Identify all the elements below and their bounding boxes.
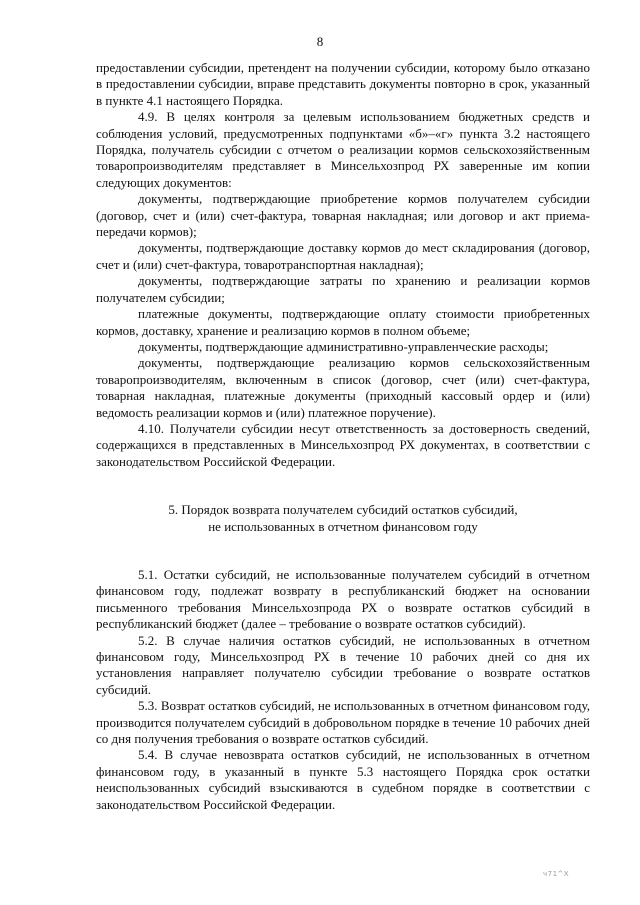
list-item-storage-docs: документы, подтверждающие затраты по хранению и реализации кормов получателем субсидии; [96,273,590,305]
list-item-delivery-docs: документы, подтверждающие доставку кормов до мест складирования (договор, счет и (или) счет-фактура, товаротранспортная накладная); [96,240,590,272]
section-heading [96,502,590,535]
paragraph-4-9: 4.9. В целях контроля за целевым использованием бюджетных средств и соблюдения условий, предусмотренных подпунктами «б»–«г» пункта 3.2 настоящего Порядка, получатель субсидии с отчетом о реализации кормов сельскохозяйственным товаропроизводителям представляет в Минсельхозпрод РХ заверенные им копии следующих документов: [96,109,590,190]
document-body [96,60,590,813]
section-heading-line-1: 5. Порядок возврата получателем субсидий остатков субсидий, [168,502,518,518]
page-number: 8 [316,34,324,49]
paragraph-5-2: 5.2. В случае наличия остатков субсидий, не использованных в отчетном финансовом году, Минсельхозпрод РХ в течение 10 рабочих дней со дня их установления направляет получателю субсидии требование о возврате остатков субсидий. [96,632,590,697]
footer-stamp: ч71^Х [543,870,570,878]
section-heading-line-2: не использованных в отчетном финансовом году [208,518,478,534]
list-item-purchase-docs: документы, подтверждающие приобретение кормов получателем субсидии (договор, счет и (или) счет-фактура, товарная накладная; или договор и акт приема-передачи кормов); [96,191,590,240]
paragraph-5-3: 5.3. Возврат остатков субсидий, не использованных в отчетном финансовом году, производится получателем субсидий в добровольном порядке в течение 10 рабочих дней со дня получения требования о возврате остатков субсидий. [96,698,590,747]
paragraph-5-1: 5.1. Остатки субсидий, не использованные получателем субсидий в отчетном финансовом году, подлежат возврату в республиканский бюджет на основании письменного требования Минсельхозпрода РХ о возврате остатков субсидий в республиканский бюджет (далее – требование о возврате остатков субсидий). [96,566,590,632]
list-item-payment-docs: платежные документы, подтверждающие оплату стоимости приобретенных кормов, доставку, хранение и реализацию кормов в полном объеме; [96,306,590,338]
list-item-sales-docs: документы, подтверждающие реализацию кормов сельскохозяйственным товаропроизводителям, включенным в список (договор, счет (или) счет-фактура, товарная накладная, платежные документы (приходный кассовый ордер и (или) ведомость реализации кормов и (или) платежное поручение). [96,355,590,420]
paragraph-continuation: предоставлении субсидии, претендент на получении субсидии, которому было отказано в предоставлении субсидии, вправе представить документы повторно в срок, указанный в пункте 4.1 настоящего Порядка. [96,60,590,108]
list-item-admin-docs: документы, подтверждающие административно-управленческие расходы; [138,338,549,354]
paragraph-4-10: 4.10. Получатели субсидии несут ответственность за достоверность сведений, содержащихся в представленных в Минсельхозпрод РХ документах, в соответствии с законодательством Российской Федерации. [96,420,590,469]
paragraph-5-4: 5.4. В случае невозврата остатков субсидий, не использованных в отчетном финансовом году, в указанный в пункте 5.3 настоящего Порядка срок остатки неиспользованных субсидий взыскиваются в судебном порядке в соответствии с законодательством Российской Федерации. [96,747,590,812]
